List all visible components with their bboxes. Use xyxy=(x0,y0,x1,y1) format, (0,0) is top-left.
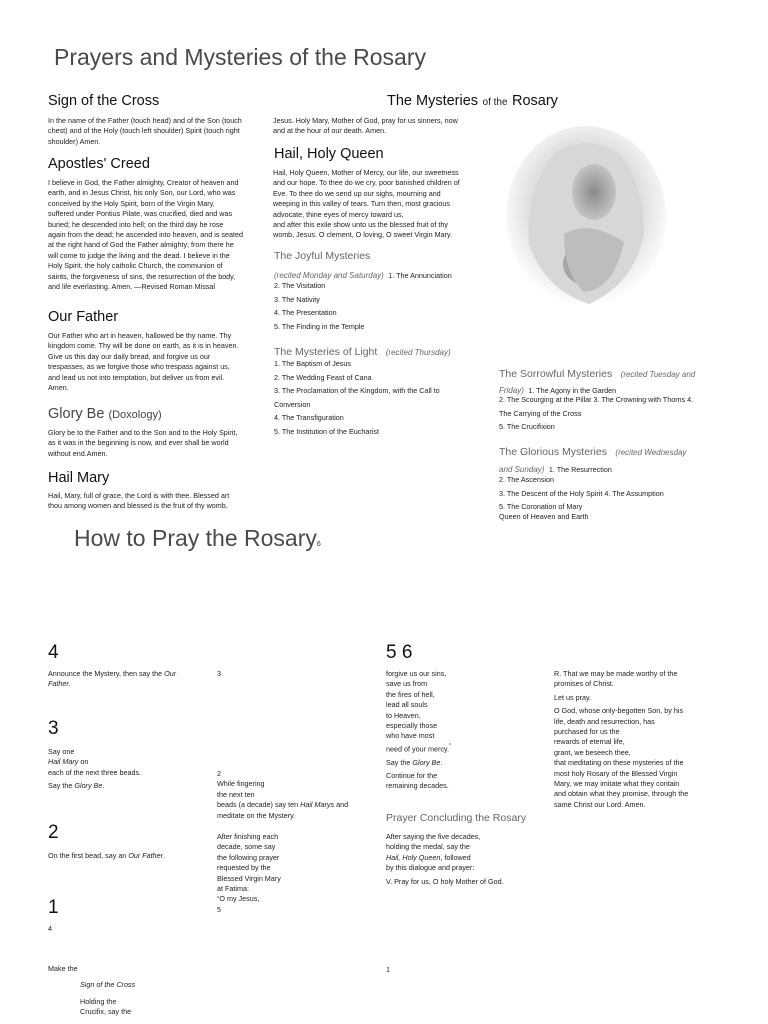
glory-be-heading: Glory Be (Doxology) xyxy=(48,406,162,422)
page-title: Prayers and Mysteries of the Rosary xyxy=(54,44,426,70)
make-the-text: Make the xyxy=(48,964,78,973)
concluding-prayer-text: After saying the five decades, holding the medal, say the Hail, Holy Queen, followed by this dialogue and prayer: V. Pray for us, O holy Mother of God. xyxy=(386,832,504,886)
step-4-text: Announce the Mystery, then say the Our Father. xyxy=(48,669,177,689)
bottom-number-1: 1 xyxy=(386,965,390,974)
step-2-number: 2 xyxy=(48,822,59,843)
hail-holy-queen-heading: Hail, Holy Queen xyxy=(274,146,384,162)
sorrowful-heading-line: The Sorrowful Mysteries (recited Tuesday and xyxy=(499,368,696,380)
our-father-text: Our Father who art in heaven, hallowed be thy name. Thy kingdom come. Thy will be done on earth, as it is in heaven. Give us this day our daily bread, and forgive us our trespasses, as we forgive those who trespass against us, and lead us not into temptation, but deliver us from evil. Amen. xyxy=(48,331,239,393)
step-1-subnumber: 4 xyxy=(48,924,52,933)
madonna-and-child-image xyxy=(494,124,678,312)
apostles-creed-text: I believe in God, the Father almighty, Creator of heaven and earth, and in Jesus Christ, his only Son, our Lord, who was conceived by the Holy Spirit, born of the Virgin Mary, suffered under Pontius Pilate, was crucified, died and was buried; he descended into hell; on the third day he rose again from the dead; he ascended into heaven, and is seated at the right hand of God the Father almighty; from there he will come to judge the living and the dead. I believe in the Holy Spirit, the holy catholic Church, the communion of saints, the forgiveness of sins, the resurrection of the body, and life everlasting. Amen. —Revised Roman Missal xyxy=(48,178,244,292)
hail-mary-continuation: Jesus. Holy Mary, Mother of God, pray for us sinners, now and at the hour of our death. Amen. xyxy=(273,116,458,136)
sign-of-cross-text: In the name of the Father (touch head) and of the Son (touch chest) and of the Holy (touch left shoulder) Spirit (touch right shoulder) Amen. xyxy=(48,116,242,146)
light-list: 1. The Baptism of Jesus 2. The Wedding Feast of Cana 3. The Proclamation of the Kingdom, with the Call to Conversion 4. The Transfiguration 5. The Institution of the Eucharist xyxy=(274,359,440,436)
hail-holy-queen-text: Hail, Holy Queen, Mother of Mercy, our life, our sweetness and our hope. To thee do we cry, poor banished children of Eve. To thee do we send up our sighs, mourning and weeping in this valley of tears. Turn then, most gracious advocate, thine eyes of mercy toward us, and after this exile show unto us the blessed fruit of thy womb, Jesus. O clement, O loving, O sweet Virgin Mary. xyxy=(273,168,460,240)
apostles-creed-heading: Apostles' Creed xyxy=(48,156,150,172)
glory-be-text: Glory be to the Father and to the Son and to the Holy Spirit, as it was in the beginning is now, and ever shall be world without end.Amen. xyxy=(48,428,238,458)
sign-of-cross-heading: Sign of the Cross xyxy=(48,93,160,109)
holding-crucifix-text: Holding the Crucifix, say the xyxy=(80,997,132,1017)
glorious-list: 2. The Ascension 3. The Descent of the Holy Spirit 4. The Assumption 5. The Coronation of Mary Queen of Heaven and Earth xyxy=(499,475,664,521)
step-1-number: 1 xyxy=(48,897,59,918)
step-3-text: Say one Hail Mary on each of the next three beads. Say the Glory Be. xyxy=(48,747,142,791)
closing-prayer-text: R. That we may be made worthy of the promises of Christ. Let us pray. O God, whose only-begotten Son, by his life, death and resurrection, has purchased for us the rewards of eternal life, grant, we beseech thee, that meditating on these mysteries of the most holy Rosary of the Blessed Virgin Mary, we may imitate what they contain and obtain what they promise, through the same Christ our Lord. Amen. xyxy=(554,669,689,809)
step-3-number: 3 xyxy=(48,718,59,739)
mysteries-heading: The Mysteries of the Rosary xyxy=(387,93,558,109)
hail-mary-text: Hail, Mary, full of grace, the Lord is with thee. Blessed art thou among women and blessed is the fruit of thy womb, xyxy=(48,491,230,511)
decade-instructions: 2 While fingering the next ten beads (a decade) say ten Hail Marys and meditate on the Mystery. xyxy=(217,769,349,820)
glorious-heading-line: The Glorious Mysteries (recited Wednesday xyxy=(499,446,687,458)
step-2-text: On the first bead, say an Our Father. xyxy=(48,851,166,860)
hail-mary-heading: Hail Mary xyxy=(48,470,110,486)
step-4-number: 4 xyxy=(48,642,59,663)
how-to-pray-title: How to Pray the Rosary6 xyxy=(74,525,321,551)
steps-5-6-number: 5 6 xyxy=(386,642,413,663)
sign-of-cross-step: Sign of the Cross xyxy=(80,980,136,989)
light-heading-line: The Mysteries of Light (recited Thursday) xyxy=(274,346,451,358)
joyful-list: 2. The Visitation 3. The Nativity 4. The Presentation 5. The Finding in the Temple xyxy=(274,281,365,331)
sorrowful-note-line: Friday) 1. The Agony in the Garden xyxy=(499,386,617,395)
glorious-note-line: and Sunday) 1. The Resurrection xyxy=(499,465,612,474)
joyful-note-line: (recited Monday and Saturday) 1. The Annunciation xyxy=(274,271,452,280)
sorrowful-list: 2. The Scourging at the Pillar 3. The Crowning with Thorns 4. The Carrying of the Cross 5. The Crucifixion xyxy=(499,395,694,431)
step-4-side-number: 3 xyxy=(217,669,221,678)
concluding-prayer-heading: Prayer Concluding the Rosary xyxy=(386,812,527,824)
our-father-heading: Our Father xyxy=(48,309,119,325)
fatima-prayer-text: forgive us our sins, save us from the fires of hell, lead all souls to Heaven, especially those who have most need of your mercy.” Say the Glory Be. Continue for the remaining decades. xyxy=(386,669,451,791)
fatima-prayer-intro: After finishing each decade, some say the following prayer requested by the Blessed Virgin Mary at Fatima: “O my Jesus, 5 xyxy=(217,832,281,914)
joyful-heading: The Joyful Mysteries xyxy=(274,250,371,262)
